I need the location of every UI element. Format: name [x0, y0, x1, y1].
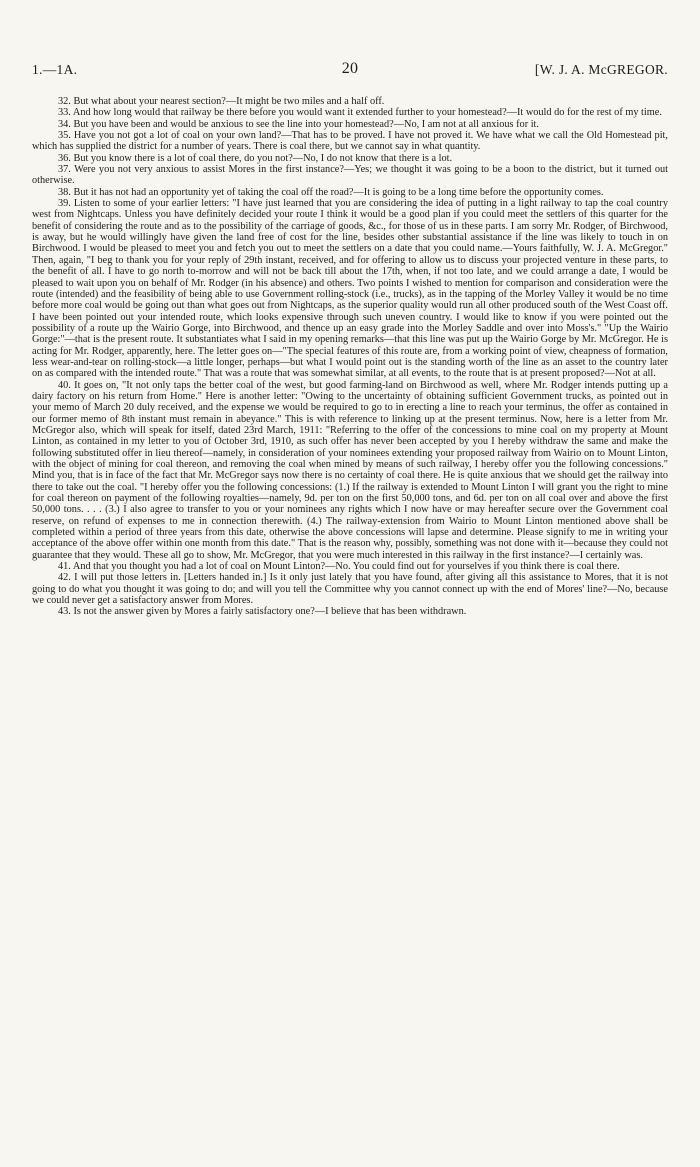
question-39: 39. Listen to some of your earlier letters: "I have just learned that you are considering the idea of putting in a light railway to tap the coal country west from Nightcaps. Unless you have definitely decided your route I think it would be a good plan if you could meet the settlers of this quarter for the benefit of considering the route and as to the possibility of the carriage of goods, &c., for those of us in these parts. I am sorry Mr. Rodger, of Birchwood, is away, but he would willingly have given the land free of cost for the line, besides other substantial assistance if the line was likely to touch in on Birchwood. I would be pleased to meet you and fetch you out to meet the settlers on a date that you could name.—Yours faithfully, W. J. A. McGregor." Then, again, "I beg to thank you for your reply of 29th instant, received, and for offering to allow us to discuss your projected venture in these parts, to the benefit of all. I have to go north to-morrow and will not be back till about the 17th, when, if not too late, and we could arrange a date, I would be pleased to wait upon you on behalf of Mr. Rodger (in his absence) and others. Two points I wished to mention for comparison and consideration were the route (intended) and the feasibility of being able to use Government rolling-stock (i.e., trucks), as in the tapping of the Morley Valley it would be no time before more coal would be going out than what goes out from Nightcaps, as the superior quality would run all other produced south of the West Coast off. I have been pointed out your intended route, which looks expensive through such uneven country. I would like to know if you were pointed out the possibility of a route up the Wairio Gorge, into Birchwood, and thence up an easy grade into the Morley Saddle and over into Moss's." "Up the Wairio Gorge:"—that is the present route. It substantiates what I said in my opening remarks—that this line was put up the Wairio Gorge by Mr. McGregor. He is acting for Mr. Rodger, apparently, here. The letter goes on—"The special features of this route are, from a working point of view, cheapness of formation, less wear-and-tear on rolling-stock—a little longer, perhaps—but what I would point out is the standing worth of the line as an asset to the country later on as compared with the intended route." That was a route that was somewhat similar, at all events, to the route that is at present proposed?—Not at all.: [32, 198, 668, 380]
question-34: 34. But you have been and would be anxious to see the line into your homestead?—No, I am not at all anxious for it.: [58, 118, 539, 130]
question-33: 33. And how long would that railway be there before you would want it extended further to your homestead?—It would do for the rest of my time.: [58, 107, 662, 119]
question-41: 41. And that you thought you had a lot of coal on Mount Linton?—No. You could find out for yourselves if you think there is coal there.: [58, 561, 620, 573]
evidence-text: [32, 96, 668, 618]
question-36: 36. But you know there is a lot of coal there, do you not?—No, I do not know that there is a lot.: [58, 152, 453, 164]
question-32: 32. But what about your nearest section?—It might be two miles and a half off.: [58, 96, 385, 107]
question-38: 38. But it has not had an opportunity yet of taking the coal off the road?—It is going to be a long time before the opportunity comes.: [58, 186, 604, 198]
page-number: 20: [341, 60, 359, 77]
page-header: [32, 62, 668, 82]
header-witness-name: [W. J. A. McGREGOR.: [534, 62, 668, 77]
question-40: 40. It goes on, "It not only taps the better coal of the west, but good farming-land on Birchwood as well, where Mr. Rodger intends putting up a dairy factory on his return from Home." Here is another letter: "Owing to the uncertainty of obtaining sufficient Government trucks, as pointed out in your memo of March 20 duly received, and the expense we would be required to go to in erecting a line to reach your terminus, the offer as contained in our former memo of 8th instant must remain in abeyance." This is with reference to linking up at the present terminus. Now, here is a letter from Mr. McGregor also, which will speak for itself, dated 23rd March, 1911: "Referring to the offer of the concessions to mine coal on my property at Mount Linton, as contained in my letter to you of October 3rd, 1910, as such offer has never been accepted by you I hereby withdraw the same and make the following substituted offer in lieu thereof—namely, in consideration of your nominees extending your proposed railway from Wairio on to Mount Linton, with the object of mining for coal thereon, and removing the coal when mined by means of such railway, I hereby offer you the following concessions." Mind you, that is in face of the fact that Mr. McGregor says now there is no certainty of coal there. He is quite anxious that we should get the railway into there to take out the coal. "I hereby offer you the following concessions: (1.) If the railway is extended to Mount Linton I will grant you the right to mine for coal thereon on payment of the following royalties—namely, 9d. per ton on the first 50,000 tons, and 6d. per ton on all coal over and above the first 50,000 tons. . . . (3.) I also agree to transfer to you or your nominees any rights which I now have or may hereafter secure over the Government coal reserve, on refund of expenses to me in connection therewith. (4.) The railway-extension from Wairio to Mount Linton mentioned above shall be completed within a period of three years from this date, otherwise the above concessions will lapse and determine. Please signify to me in writing your acceptance of the above offer within one month from this date." That is the reason why, possibly, something was not done with it—because they could not guarantee that they would. These all go to show, Mr. McGregor, that you were much interested in this railway in the first instance?—I certainly was.: [32, 379, 668, 561]
question-35: 35. Have you not got a lot of coal on your own land?—That has to be proved. I have not proved it. We have what we call the Old Homestead pit, which has supplied the district for a number of years. There is coal there, but we cannot say in what quantity.: [32, 130, 668, 153]
question-43: 43. Is not the answer given by Mores a fairly satisfactory one?—I believe that has been withdrawn.: [58, 606, 467, 618]
question-42: 42. I will put those letters in. [Letters handed in.] Is it only just lately that you have found, after giving all this assistance to Mores, that it is not going to do what you thought it was going to do; and will you tell the Committee why you cannot connect up with the end of Mores' line?—No, because we could never get a satisfactory answer from Mores.: [32, 572, 668, 607]
question-37: 37. Were you not very anxious to assist Mores in the first instance?—Yes; we thought it was going to be a boon to the district, but it turned out otherwise.: [32, 164, 668, 187]
header-paper-ref: 1.—1A.: [32, 62, 78, 77]
